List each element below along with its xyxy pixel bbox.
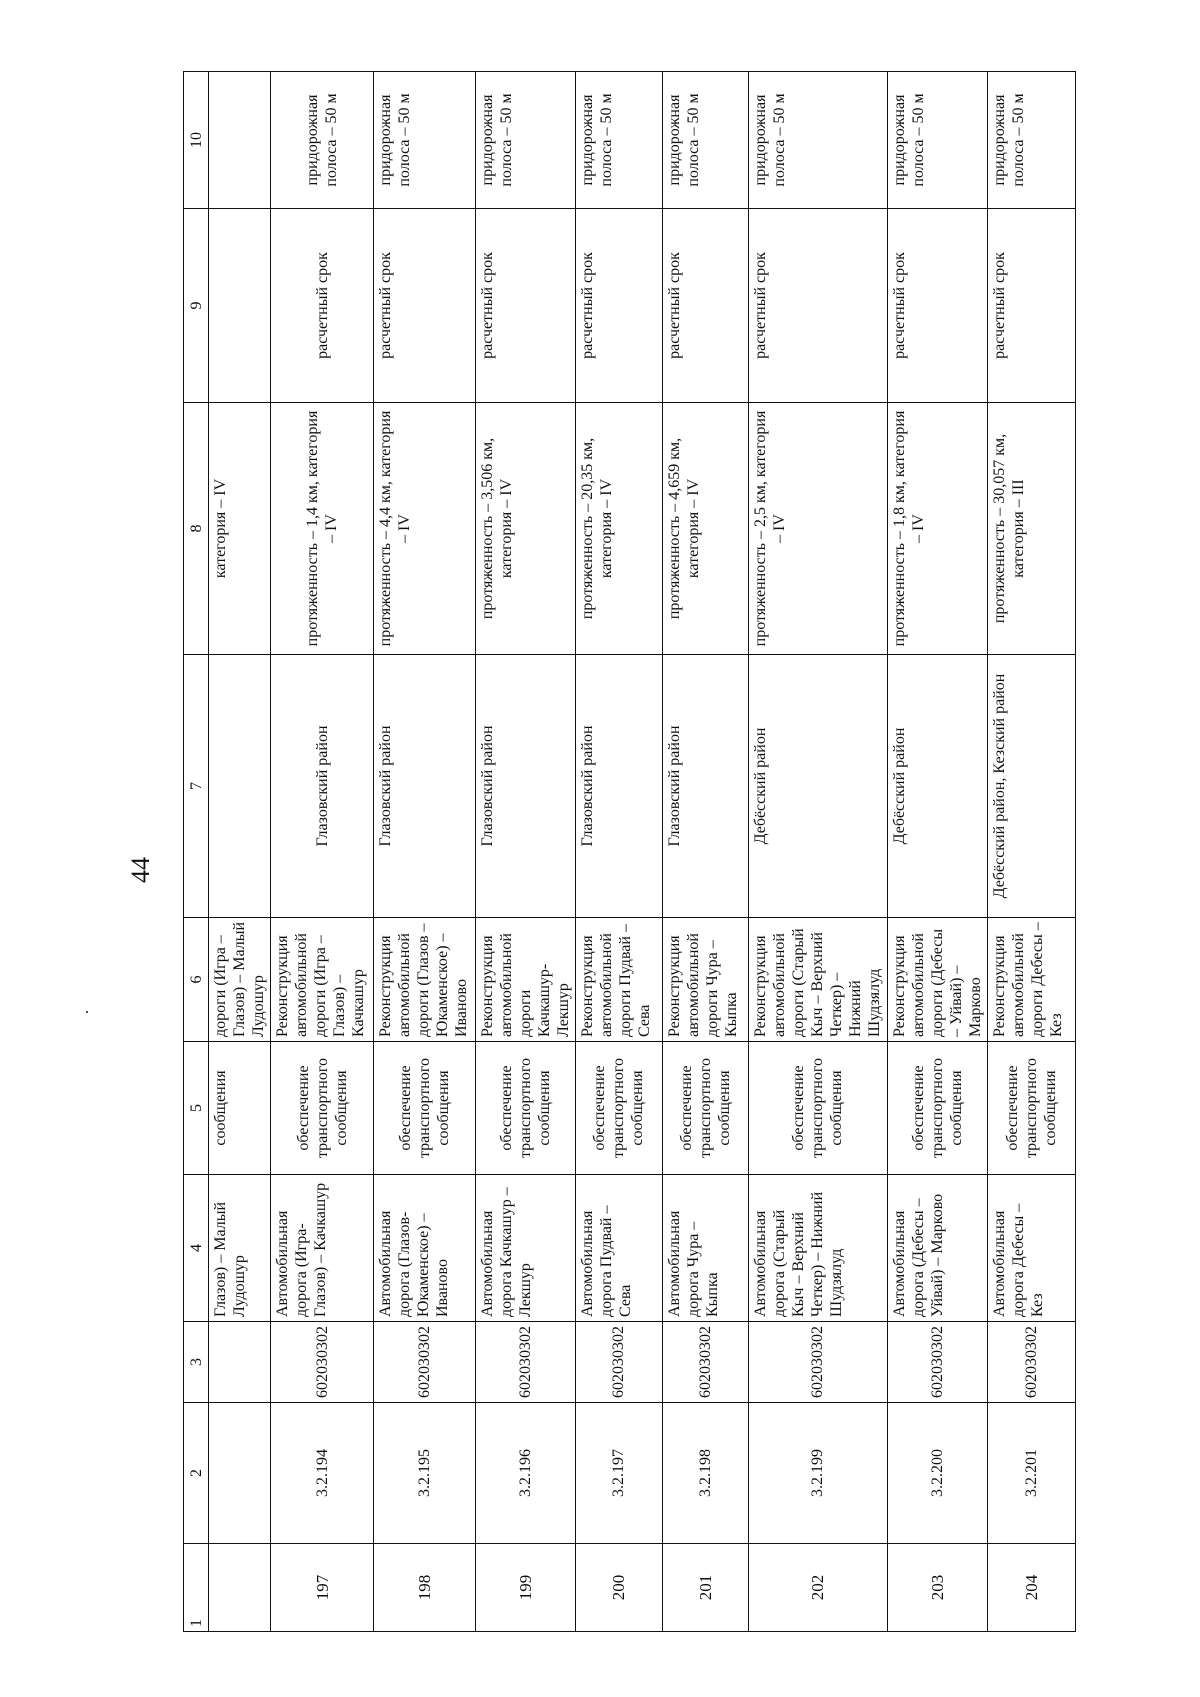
row-work: Реконструкция автомобильной дороги (Дебесы – Уйвай) – Марково [887,918,987,1042]
row-zone: придорожная полоса – 50 м [887,72,987,209]
continuation-row [209,72,271,1632]
row-purpose: обеспечение транспортного сообщения [887,1042,987,1175]
page-number: 44 [126,857,155,883]
header-cell-2: 2 [184,1403,209,1544]
table-row [987,72,1075,1632]
header-cell-1: 1 [184,1544,209,1632]
table-row [887,72,987,1632]
row-zone: придорожная полоса – 50 м [987,72,1075,209]
row-okato: 602030302 [987,1322,1075,1403]
row-params: протяженность – 4,659 км, категория – IV [663,403,749,655]
row-term: расчетный срок [374,209,475,403]
row-work: Реконструкция автомобильной дороги (Игра – Глазов) – Качкашур [271,918,374,1042]
row-term: расчетный срок [987,209,1075,403]
row-location: Глазовский район [374,655,475,918]
row-okato: 602030302 [887,1322,987,1403]
row-name: Автомобильная дорога (Дебесы – Уйвай) – Марково [887,1175,987,1322]
row-term: расчетный срок [271,209,374,403]
row-name: Автомобильная дорога Дебесы – Кез [987,1175,1075,1322]
header-cell-4: 4 [184,1175,209,1322]
row-number: 201 [663,1544,749,1632]
row-work: Реконструкция автомобильной дороги Пудвай – Сева [575,918,662,1042]
header-row [184,72,209,1632]
row-code: 3.2.195 [374,1403,475,1544]
row-name: Автомобильная дорога Чура – Кыпка [663,1175,749,1322]
row-code: 3.2.201 [987,1403,1075,1544]
row-okato: 602030302 [374,1322,475,1403]
row-purpose: обеспечение транспортного сообщения [749,1042,887,1175]
row-location: Глазовский район [663,655,749,918]
row-code: 3.2.199 [749,1403,887,1544]
row-number: 204 [987,1544,1075,1632]
row-location: Глазовский район [575,655,662,918]
header-cell-5: 5 [184,1042,209,1175]
row-term: расчетный срок [749,209,887,403]
row-name: Автомобильная дорога (Игра-Глазов) – Качкашур [271,1175,374,1322]
cont-params: категория – IV [209,403,271,655]
row-location: Дебёсский район [887,655,987,918]
row-okato: 602030302 [475,1322,575,1403]
row-params: протяженность – 3,506 км, категория – IV [475,403,575,655]
row-params: протяженность – 20,35 км, категория – IV [575,403,662,655]
table-row [374,72,475,1632]
row-okato: 602030302 [749,1322,887,1403]
row-params: протяженность – 1,8 км, категория – IV [887,403,987,655]
row-zone: придорожная полоса – 50 м [749,72,887,209]
row-term: расчетный срок [887,209,987,403]
row-location: Дебёсский район [749,655,887,918]
row-purpose: обеспечение транспортного сообщения [575,1042,662,1175]
row-work: Реконструкция автомобильной дороги Дебесы – Кез [987,918,1075,1042]
row-purpose: обеспечение транспортного сообщения [987,1042,1075,1175]
scan-speck [86,1011,88,1013]
row-params: протяженность – 2,5 км, категория – IV [749,403,887,655]
row-code: 3.2.200 [887,1403,987,1544]
row-location: Глазовский район [475,655,575,918]
table-row [271,72,374,1632]
road-table [183,71,1076,1632]
row-number: 203 [887,1544,987,1632]
row-zone: придорожная полоса – 50 м [575,72,662,209]
header-cell-7: 7 [184,655,209,918]
row-zone: придорожная полоса – 50 м [271,72,374,209]
cont-work: дороги (Игра – Глазов) – Малый Лудошур [209,918,271,1042]
row-name: Автомобильная дорога Пудвай – Сева [575,1175,662,1322]
row-code: 3.2.194 [271,1403,374,1544]
row-location: Глазовский район [271,655,374,918]
cont-cell-1 [209,1544,271,1632]
row-number: 200 [575,1544,662,1632]
row-work: Реконструкция автомобильной дороги Чура – Кыпка [663,918,749,1042]
header-cell-3: 3 [184,1322,209,1403]
cont-name: Глазов) – Малый Лудошур [209,1175,271,1322]
row-zone: придорожная полоса – 50 м [374,72,475,209]
row-term: расчетный срок [663,209,749,403]
table-row [575,72,662,1632]
row-term: расчетный срок [575,209,662,403]
header-cell-9: 9 [184,209,209,403]
row-name: Автомобильная дорога (Глазов-Юкаменское) – Иваново [374,1175,475,1322]
row-code: 3.2.196 [475,1403,575,1544]
row-code: 3.2.198 [663,1403,749,1544]
row-name: Автомобильная дорога (Старый Кыч – Верхний Четкер) – Нижний Шудзялуд [749,1175,887,1322]
row-okato: 602030302 [575,1322,662,1403]
cont-cell-10 [209,72,271,209]
cont-purpose: сообщения [209,1042,271,1175]
row-number: 198 [374,1544,475,1632]
row-number: 199 [475,1544,575,1632]
cont-cell-3 [209,1322,271,1403]
row-params: протяженность – 1,4 км, категория – IV [271,403,374,655]
table-row [475,72,575,1632]
row-number: 197 [271,1544,374,1632]
row-work: Реконструкция автомобильной дороги (Старый Кыч – Верхний Четкер) – Нижний Шудзялуд [749,918,887,1042]
header-cell-10: 10 [184,72,209,209]
row-zone: придорожная полоса – 50 м [475,72,575,209]
row-work: Реконструкция автомобильной дороги Качкашур-Лекшур [475,918,575,1042]
rotated-table-wrapper [183,72,1076,1632]
table-row [749,72,887,1632]
row-number: 202 [749,1544,887,1632]
row-params: протяженность – 30,057 км, категория – III [987,403,1075,655]
row-purpose: обеспечение транспортного сообщения [663,1042,749,1175]
cont-cell-2 [209,1403,271,1544]
row-code: 3.2.197 [575,1403,662,1544]
row-zone: придорожная полоса – 50 м [663,72,749,209]
row-purpose: обеспечение транспортного сообщения [271,1042,374,1175]
row-work: Реконструкция автомобильной дороги (Глазов – Юкаменское) – Иваново [374,918,475,1042]
row-name: Автомобильная дорога Качкашур – Лекшур [475,1175,575,1322]
cont-cell-9 [209,209,271,403]
row-term: расчетный срок [475,209,575,403]
row-okato: 602030302 [663,1322,749,1403]
row-purpose: обеспечение транспортного сообщения [475,1042,575,1175]
cont-cell-7 [209,655,271,918]
header-cell-8: 8 [184,403,209,655]
row-purpose: обеспечение транспортного сообщения [374,1042,475,1175]
row-params: протяженность – 4,4 км, категория – IV [374,403,475,655]
row-okato: 602030302 [271,1322,374,1403]
row-location: Дебёсский район, Кезский район [987,655,1075,918]
table-row [663,72,749,1632]
header-cell-6: 6 [184,918,209,1042]
